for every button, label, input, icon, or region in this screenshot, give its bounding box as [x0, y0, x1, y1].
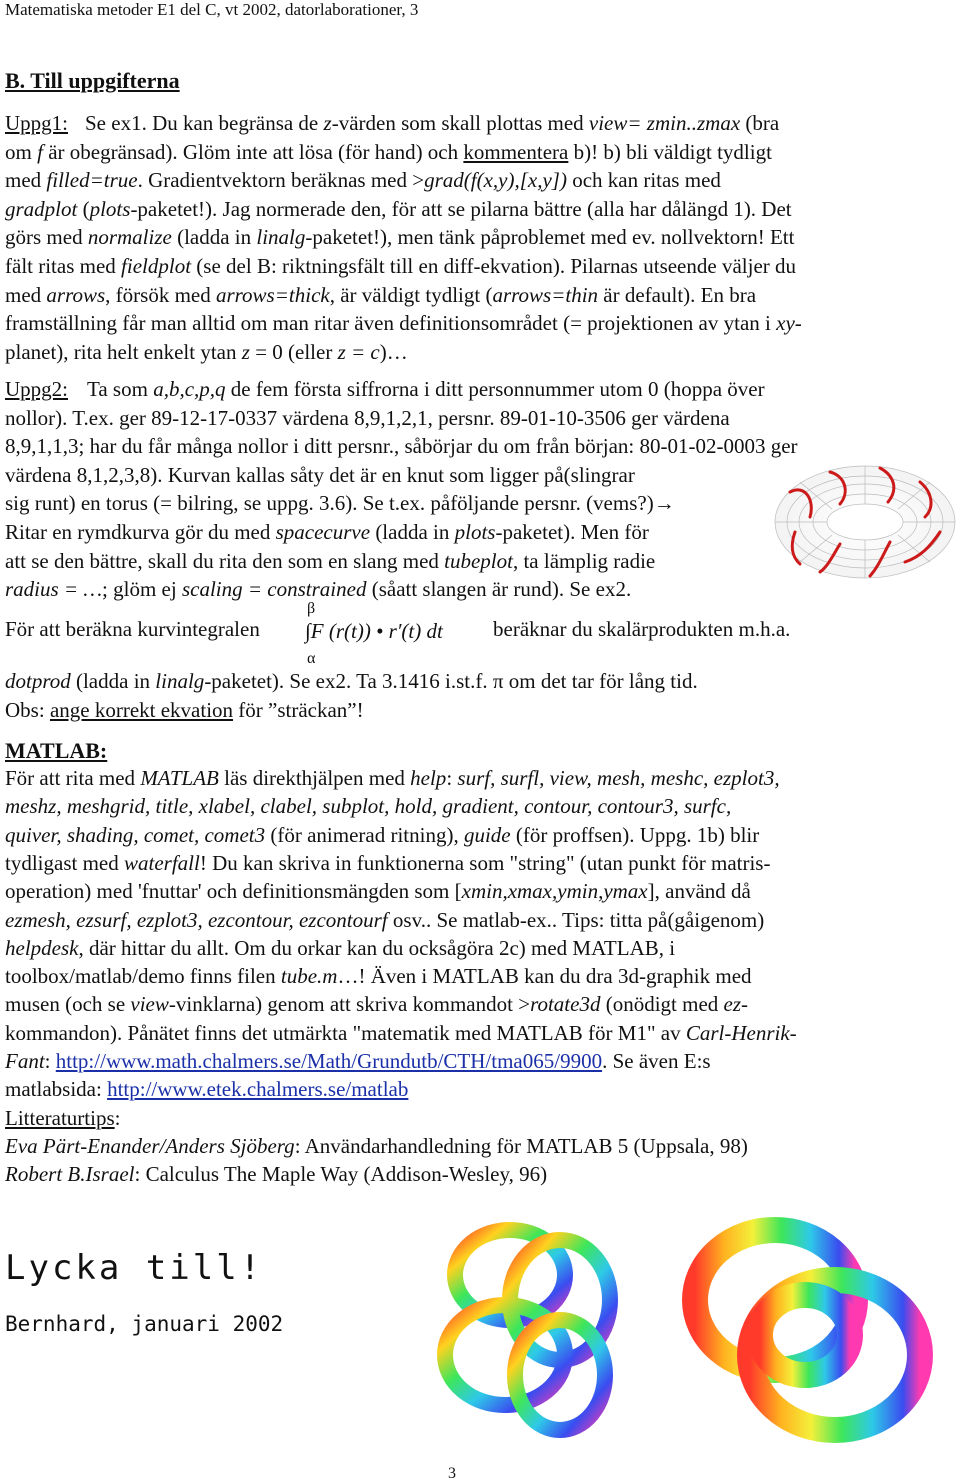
- text-line: [5, 548, 655, 574]
- text-line: [5, 282, 756, 308]
- italic-term: dotprod: [5, 669, 71, 693]
- text-line: [5, 907, 764, 933]
- text-run: ], använd då: [647, 879, 751, 903]
- underlined-text: Litteraturtips: [5, 1106, 115, 1130]
- italic-term: filled=true: [46, 168, 138, 192]
- integral-tail: beräknar du skalärprodukten m.h.a.: [493, 617, 791, 641]
- text-run: (ladda in: [171, 225, 257, 249]
- italic-term: ez: [723, 992, 742, 1016]
- text-run: och kan ritas med: [566, 168, 721, 192]
- text-run: ; glöm ej: [102, 577, 182, 601]
- text-run: : Användarhandledning för MATLAB 5 (Uppsala, 98): [294, 1134, 748, 1158]
- italic-term: f: [37, 140, 43, 164]
- text-run: sig runt) en torus (= bilring, se uppg. 3.6). Se t.ex. påföljande persnr. (vems?)→: [5, 491, 675, 515]
- text-run: -paketet). Se ex2. Ta 3.1416 i.st.f. π om det tar för lång tid.: [204, 669, 698, 693]
- uppg2-label: Uppg2:: [5, 377, 68, 401]
- italic-term: z = c: [337, 340, 380, 364]
- italic-term: gradplot: [5, 197, 78, 221]
- italic-term: z: [323, 111, 332, 135]
- text-run: )…: [379, 340, 408, 364]
- text-line: [5, 433, 798, 459]
- hyperlink[interactable]: http://www.math.chalmers.se/Math/Grundutb/CTH/tma065/9900: [55, 1049, 603, 1073]
- text-run: de fem första siffrorna i ditt personnummer utom 0 (hoppa över: [225, 377, 765, 401]
- italic-term: Carl-Henrik-: [685, 1021, 797, 1045]
- text-line: [5, 519, 649, 545]
- text-run: 8,9,1,1,3; har du får många nollor i ditt persnr., såbörjar du om från början: 80-01-02-0003 ger: [5, 434, 798, 458]
- integral-lower-limit: α: [307, 650, 316, 667]
- text-line: [5, 462, 635, 488]
- text-run: : Calculus The Maple Way (Addison-Wesley, 96): [134, 1162, 548, 1186]
- text-run: = 0 (eller: [249, 340, 338, 364]
- text-run: -: [794, 311, 802, 335]
- text-line: [5, 668, 698, 694]
- integral-lead: För att beräkna kurvintegralen: [5, 617, 260, 641]
- text-run: -paketet). Men för: [495, 520, 649, 544]
- text-line: [5, 139, 772, 165]
- integral-row: [5, 600, 865, 668]
- text-line: [5, 697, 364, 723]
- hyperlink[interactable]: http://www.etek.chalmers.se/matlab: [107, 1077, 409, 1101]
- text-line: [5, 1020, 797, 1046]
- italic-term: view= zmin..zmax: [588, 111, 741, 135]
- text-run: . Gradientvektorn beräknas med >: [137, 168, 425, 192]
- text-run: (bra: [740, 111, 780, 135]
- text-line: [5, 878, 751, 904]
- text-run: för ”sträckan”!: [233, 698, 364, 722]
- text-run: är default). En bra: [598, 283, 757, 307]
- italic-term: arrows: [46, 283, 106, 307]
- italic-term: a,b,c,p,q: [153, 377, 226, 401]
- knot-image-left: [410, 1205, 660, 1455]
- text-run: , försök med: [105, 283, 216, 307]
- text-run: Se ex1. Du kan begränsa de: [85, 111, 324, 135]
- italic-term: help: [410, 766, 447, 790]
- page-number: 3: [448, 1465, 456, 1482]
- text-line: [5, 576, 631, 602]
- underlined-text: kommentera: [463, 140, 569, 164]
- text-run: :: [44, 1049, 56, 1073]
- text-run: :: [114, 1106, 121, 1130]
- text-run: -paketet!). Jag normerade den, för att se pilarna bättre (alla har dålängd 1). Det: [130, 197, 792, 221]
- text-line: [5, 339, 408, 365]
- text-run: ! Du kan skriva in funktionerna som "string" (utan punkt för matris-: [199, 851, 771, 875]
- text-run: operation) med 'fnuttar' och definitionsmängden som [: [5, 879, 462, 903]
- text-run: b)! b) bli väldigt tydligt: [568, 140, 772, 164]
- text-run: matlabsida:: [5, 1077, 108, 1101]
- knot-image-right: [655, 1205, 955, 1465]
- italic-term: arrows=thick: [215, 283, 330, 307]
- italic-term: plots: [89, 197, 131, 221]
- italic-term: scaling = constrained: [181, 577, 367, 601]
- text-line: [5, 1161, 547, 1187]
- text-run: (: [77, 197, 90, 221]
- text-line: [5, 1133, 748, 1159]
- text-run: kommandon). Pånätet finns det utmärkta "matematik med MATLAB för M1" av: [5, 1021, 686, 1045]
- text-run: med: [5, 168, 47, 192]
- text-line: [5, 490, 675, 516]
- text-run: (för proffsen). Uppg. 1b) blir: [510, 823, 760, 847]
- text-run: görs med: [5, 225, 88, 249]
- text-run: . Se även E:s: [602, 1049, 711, 1073]
- text-line: [5, 963, 752, 989]
- text-run: , är väldigt tydligt (: [329, 283, 493, 307]
- text-run: (såatt slangen är rund). Se ex2.: [366, 577, 632, 601]
- text-run: nollor). T.ex. ger 89-12-17-0337 värdena 8,9,1,2,1, persnr. 89-01-10-3506 ger värdena: [5, 406, 730, 430]
- italic-term: z: [241, 340, 250, 364]
- italic-term: view: [130, 992, 169, 1016]
- text-run: -paketet!), men tänk påproblemet med ev. nollvektorn! Ett: [305, 225, 795, 249]
- torus-figure: [770, 462, 960, 582]
- text-run: (ladda in: [370, 520, 455, 544]
- italic-term: ezmesh, ezsurf, ezplot3, ezcontour, ezcontourf: [5, 908, 388, 932]
- italic-term: Fant: [5, 1049, 45, 1073]
- text-run: -vinklarna) genom att skriva kommandot >: [168, 992, 531, 1016]
- italic-term: linalg: [155, 669, 205, 693]
- text-run: (ladda in: [70, 669, 156, 693]
- text-run: :: [446, 766, 458, 790]
- text-run: (se del B: riktningsfält till en diff-ekvation). Pilarnas utseende väljer du: [191, 254, 797, 278]
- text-run: Ta som: [87, 377, 154, 401]
- text-run: tydligast med: [5, 851, 124, 875]
- text-line: [87, 376, 765, 402]
- italic-term: tubeplot: [444, 549, 513, 573]
- italic-term: guide: [463, 823, 511, 847]
- text-line: [5, 167, 721, 193]
- text-line: [5, 991, 748, 1017]
- italic-term: Robert B.Israel: [5, 1162, 135, 1186]
- text-run: , där hittar du allt. Om du orkar kan du ocksågöra 2c) med MATLAB, i: [78, 936, 676, 960]
- text-run: framställning får man alltid om man ritar även definitionsområdet (= projektionen av ytan i: [5, 311, 777, 335]
- italic-term: linalg: [256, 225, 306, 249]
- text-run: värdena 8,1,2,3,8). Kurvan kallas såty det är en knut som ligger på(slingrar: [5, 463, 635, 487]
- text-line: [5, 405, 730, 431]
- italic-term: quiver, shading, comet, comet3: [5, 823, 266, 847]
- text-run: är obegränsad). Glöm inte att lösa (för hand) och: [42, 140, 464, 164]
- italic-term: arrows=thin: [492, 283, 599, 307]
- italic-term: normalize: [87, 225, 172, 249]
- text-run: osv.. Se matlab-ex.. Tips: titta på(gåigenom): [387, 908, 765, 932]
- italic-term: rotate3d: [530, 992, 601, 1016]
- integral-expression: ∫F (r(t)) • r′(t) dt: [305, 619, 443, 643]
- italic-term: xy: [776, 311, 795, 335]
- text-line: [85, 110, 779, 136]
- underlined-text: ange korrekt ekvation: [49, 698, 234, 722]
- text-run: (onödigt med: [600, 992, 724, 1016]
- text-run: …! Även i MATLAB kan du dra 3d-graphik med: [337, 964, 752, 988]
- italic-term: helpdesk: [5, 936, 79, 960]
- text-line: [5, 935, 675, 961]
- italic-term: xmin,xmax,ymin,ymax: [461, 879, 648, 903]
- italic-term: tube.m: [280, 964, 338, 988]
- integral-upper-limit: β: [307, 600, 316, 617]
- text-run: -värden som skall plottas med: [331, 111, 589, 135]
- text-line: [5, 1048, 711, 1074]
- text-run: (för animerad ritning),: [265, 823, 464, 847]
- text-run: -: [741, 992, 749, 1016]
- text-run: toolbox/matlab/demo finns filen: [5, 964, 281, 988]
- text-run: att se den bättre, skall du rita den som en slang med: [5, 549, 445, 573]
- italic-term: radius = …: [5, 577, 103, 601]
- italic-term: Eva Pärt-Enander/Anders Sjöberg: [5, 1134, 295, 1158]
- italic-term: waterfall: [124, 851, 200, 875]
- text-run: Obs:: [5, 698, 50, 722]
- text-line: [5, 196, 792, 222]
- text-run: För att rita med: [5, 766, 141, 790]
- italic-term: MATLAB: [140, 766, 219, 790]
- text-line: [5, 850, 770, 876]
- text-run: planet), rita helt enkelt ytan: [5, 340, 242, 364]
- section-title-b: B. Till uppgifterna: [5, 68, 180, 93]
- text-line: [5, 793, 731, 819]
- text-line: [5, 253, 796, 279]
- text-run: Ritar en rymdkurva gör du med: [5, 520, 276, 544]
- text-run: musen (och se: [5, 992, 131, 1016]
- italic-term: plots: [454, 520, 496, 544]
- text-line: [5, 822, 759, 848]
- italic-term: spacecurve: [275, 520, 371, 544]
- italic-term: grad(f(x,y),[x,y]): [424, 168, 567, 192]
- text-line: [5, 224, 794, 250]
- italic-term: meshz, meshgrid, title, xlabel, clabel, subplot, hold, gradient, contour, contour3, surfc,: [5, 794, 732, 818]
- lycka-till-text: Lycka till!: [5, 1248, 264, 1288]
- torus-mesh: [775, 466, 955, 578]
- text-line: [5, 765, 780, 791]
- text-run: fält ritas med: [5, 254, 122, 278]
- matlab-title: MATLAB:: [5, 738, 108, 763]
- text-line: [5, 310, 802, 336]
- page-header: Matematiska metoder E1 del C, vt 2002, datorlaborationer, 3: [5, 0, 419, 19]
- text-run: om: [5, 140, 38, 164]
- text-run: , ta lämplig radie: [512, 549, 656, 573]
- italic-term: fieldplot: [121, 254, 192, 278]
- signature: Bernhard, januari 2002: [5, 1312, 284, 1336]
- text-line: [5, 1105, 120, 1131]
- uppg1-label: Uppg1:: [5, 111, 68, 135]
- text-line: [5, 1076, 408, 1102]
- italic-term: surf, surfl, view, mesh, meshc, ezplot3,: [457, 766, 780, 790]
- text-run: läs direkthjälpen med: [218, 766, 411, 790]
- text-run: med: [5, 283, 47, 307]
